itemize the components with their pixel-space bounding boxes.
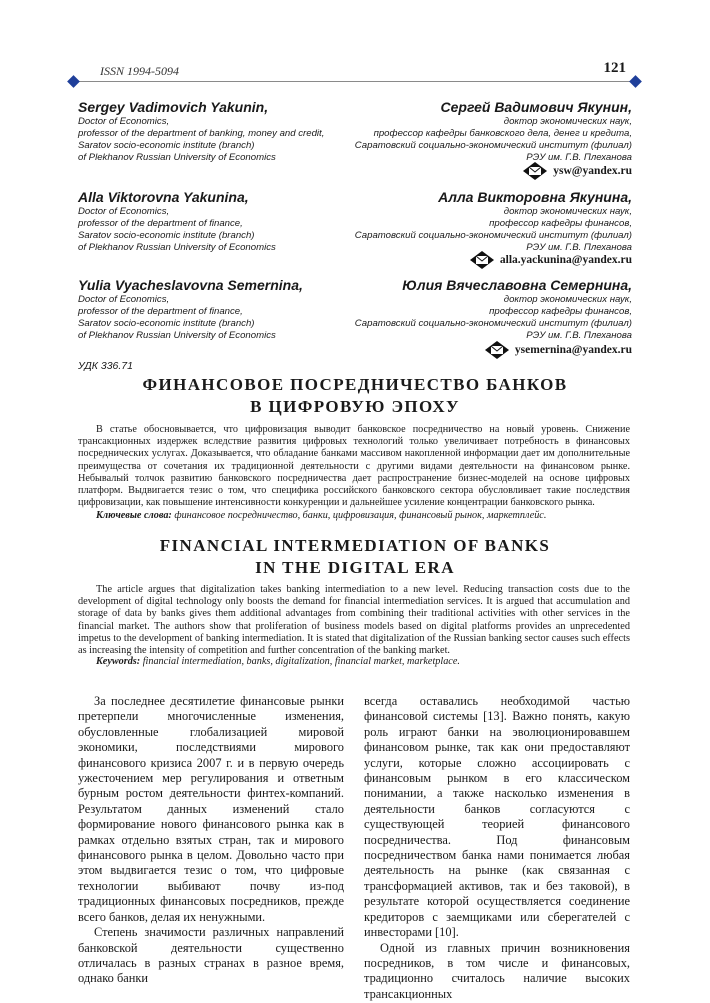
keywords-value: financial intermediation, banks, digitalization, financial market, marketplace. — [142, 656, 460, 667]
keywords-label: Keywords: — [96, 656, 141, 667]
author-name: Юлия Вячеславовна Семернина, — [402, 277, 632, 293]
author-2-email[interactable] — [470, 251, 632, 269]
author-degree: доктор экономических наук, — [503, 206, 632, 217]
author-institute: Саратовский социально-экономический институт (филиал) — [354, 318, 632, 329]
header-rule-left-diamond — [67, 75, 80, 88]
author-institute: Saratov socio-economic institute (branch) — [78, 140, 255, 151]
email-address[interactable]: ysemernina@yandex.ru — [514, 344, 632, 356]
author-university: of Plekhanov Russian University of Economics — [78, 242, 276, 253]
abstract-en: The article argues that digitalization takes banking intermediation to a new level. Reducing transaction costs due to the development of digital technology only boosts the demand for financial intermediation services. It is argued that accumulation and storage of data by banks gives them additional advantages from combining their traditional activities with other services in the financial market. The authors show that proliferation of business models based on digital platforms provides an unprecedented impetus to the development of banking intermediation. It is stated that digitalization of the Russian banking sector causes such effects as increasing the intensity of competition and further concentration of the banking market. — [78, 584, 630, 657]
journal-issn: ISSN 1994-5094 — [100, 64, 179, 78]
envelope-icon — [523, 162, 547, 180]
udk-code: УДК 336.71 — [78, 360, 133, 372]
title-en — [74, 535, 636, 579]
abstract-ru: В статье обосновывается, что цифровизация выводит банковское посредничество на новый уровень. Снижение трансакционных издержек вследствие развития цифровых технологий только увеличивает потребность в финансовых посреднических услугах. Доказывается, что обладание банками массивом накопленной информации дает им дополнительные преимущества от сочетания их традиционной деятельности с другими видами деятельности на финансовом рынке. Небывалый толчок развитию банковского посредничества дает распространение бизнес-моделей на основе цифровых платформ. Выдвигается тезис о том, что специфика российского банковского сектора обусловливает такие последствия цифровизации, как повышение интенсивности конкуренции и дальнейшее усиление концентрации банковского рынка. — [78, 424, 630, 509]
author-position: professor of the department of banking, money and credit, — [78, 128, 325, 139]
author-degree: доктор экономических наук, — [503, 116, 632, 127]
author-university: of Plekhanov Russian University of Economics — [78, 330, 276, 341]
author-position: professor of the department of finance, — [78, 306, 243, 317]
author-university: РЭУ им. Г.В. Плеханова — [526, 330, 632, 341]
envelope-icon — [470, 251, 494, 269]
author-institute: Saratov socio-economic institute (branch) — [78, 318, 255, 329]
author-position: профессор кафедры финансов, — [489, 306, 632, 317]
header-rule-right-diamond — [629, 75, 642, 88]
author-institute: Саратовский социально-экономический институт (филиал) — [354, 140, 632, 151]
author-3-ru — [302, 277, 632, 342]
author-degree: Doctor of Economics, — [78, 294, 170, 305]
author-position: professor of the department of finance, — [78, 218, 243, 229]
author-university: РЭУ им. Г.В. Плеханова — [526, 152, 632, 163]
keywords-ru — [78, 510, 630, 522]
keywords-label: Ключевые слова: — [96, 510, 172, 521]
author-1-email[interactable] — [523, 162, 632, 180]
email-address[interactable]: ysw@yandex.ru — [553, 165, 632, 177]
title-ru-line-1: ФИНАНСОВОЕ ПОСРЕДНИЧЕСТВО БАНКОВ — [142, 375, 568, 394]
keywords-en — [78, 656, 630, 668]
author-degree: Doctor of Economics, — [78, 206, 170, 217]
author-3-email[interactable] — [485, 341, 632, 359]
body-paragraph: Одной из главных причин возникновения посредников, в том числе и финансовых, традиционно считалось наличие высоких трансакционных — [364, 940, 630, 1001]
author-name: Alla Viktorovna Yakunina, — [78, 189, 249, 205]
body-paragraph: За последнее десятилетие финансовые рынки претерпели многочисленные изменения, обусловленные глобализацией мировой экономики, последствиями мирового финансового кризиса 2007 г. и в первую очередь ужесточением мер регулирования и ответным бурным ростом деятельности финтех-компаний. Результатом данных изменений стало формирование нового финансового рынка как в рамках отдельно взятых стран, так и мирового финансового рынка в целом. Довольно часто при этом выдвигается тезис о том, что цифровые технологии выбивают почву из-под традиционных финансовых посредников, прежде всего банков, делая их ненужными. — [78, 694, 344, 924]
author-name: Sergey Vadimovich Yakunin, — [78, 99, 269, 115]
email-address[interactable]: alla.yackunina@yandex.ru — [499, 254, 632, 266]
title-ru-line-2: В ЦИФРОВУЮ ЭПОХУ — [250, 397, 460, 416]
body-column-right — [364, 694, 630, 1002]
author-name: Yulia Vyacheslavovna Semernina, — [78, 277, 303, 293]
author-university: of Plekhanov Russian University of Economics — [78, 152, 276, 163]
author-name: Алла Викторовна Якунина, — [438, 189, 632, 205]
title-en-line-2: IN THE DIGITAL ERA — [255, 558, 455, 577]
author-institute: Саратовский социально-экономический институт (филиал) — [354, 230, 632, 241]
envelope-icon — [485, 341, 509, 359]
author-degree: Doctor of Economics, — [78, 116, 170, 127]
author-degree: доктор экономических наук, — [503, 294, 632, 305]
body-paragraph: Степень значимости различных направлений банковской деятельности существенно отличалась в разных странах в разное время, однако банки — [78, 925, 344, 986]
author-university: РЭУ им. Г.В. Плеханова — [526, 242, 632, 253]
title-en-line-1: FINANCIAL INTERMEDIATION OF BANKS — [159, 536, 551, 555]
author-1-ru — [302, 99, 632, 164]
author-position: профессор кафедры финансов, — [489, 218, 632, 229]
author-institute: Saratov socio-economic institute (branch) — [78, 230, 255, 241]
author-2-ru — [302, 189, 632, 254]
page-number: 121 — [603, 60, 626, 76]
body-paragraph: всегда оставались необходимой частью финансовой системы [13]. Важно понять, какую роль играют банки на эволюционировавшем финансовом рынке, так как они предоставляют услуги, которые сложно ассоциировать с финансовым рынком в его классическом понимании, а также насколько изменения в деятельности банков согласуются с существующей теорией финансового посредничества. Под финансовым посредничеством банка нами понимается любая деятельность на рынке (как связанная с трансформацией активов, так и без таковой), в результате которой осуществляется соединение кредиторов с заемщиками или сберегателей с инвесторами [10]. — [364, 694, 630, 940]
keywords-value: финансовое посредничество, банки, цифровизация, финансовый рынок, маркетплейс. — [174, 510, 547, 521]
author-name: Сергей Вадимович Якунин, — [440, 99, 632, 115]
header-rule — [74, 81, 636, 82]
title-ru — [74, 374, 636, 418]
author-position: профессор кафедры банковского дела, денег и кредита, — [373, 128, 632, 139]
body-column-left — [78, 694, 344, 987]
